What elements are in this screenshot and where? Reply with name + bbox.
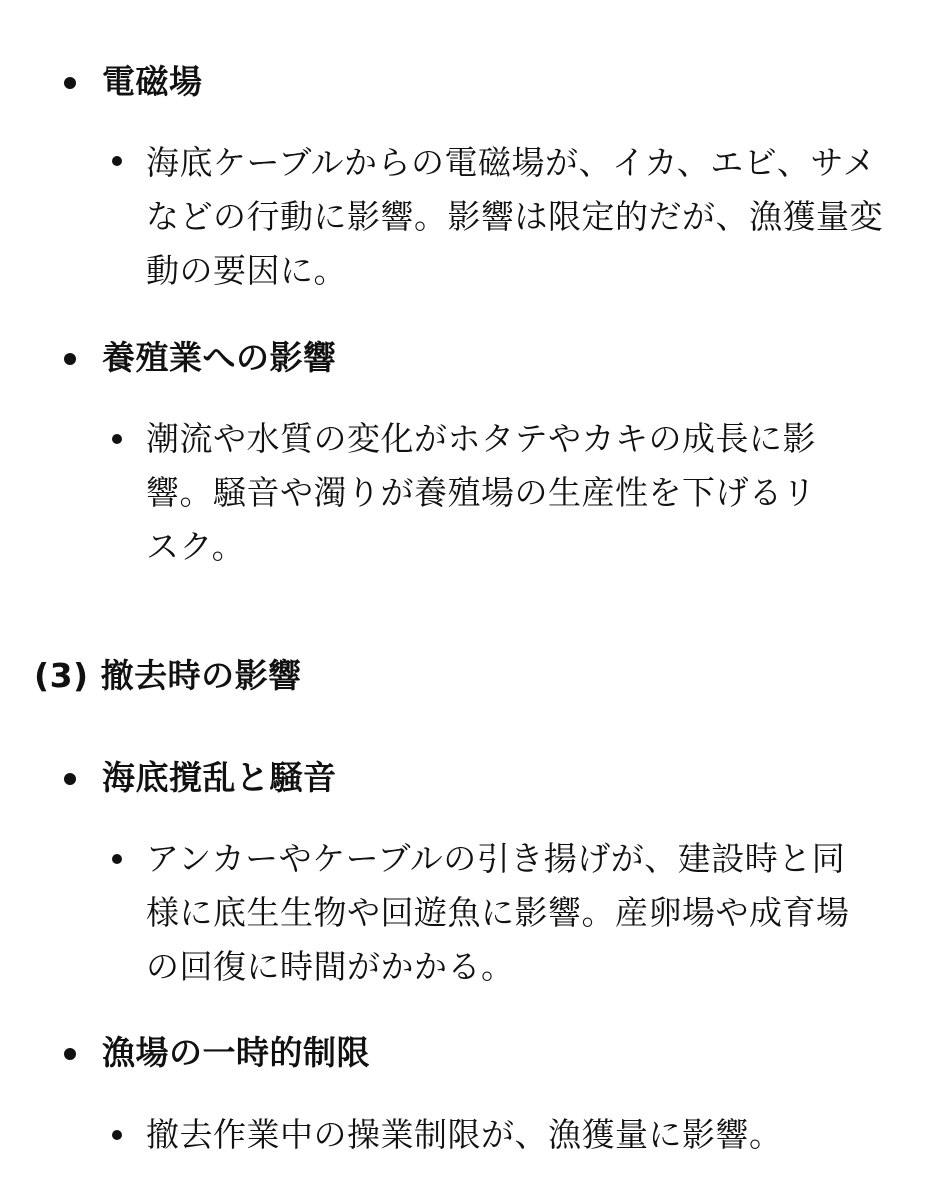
item-detail-fishing-restriction: 撤去作業中の操業制限が、漁獲量に影響。 (146, 1115, 783, 1154)
item-heading-aquaculture: 養殖業への影響 (102, 338, 337, 377)
sub-bullet-dot (112, 156, 122, 166)
sub-bullet-dot (112, 434, 122, 444)
item-heading-seabed-disturbance: 海底撹乱と騒音 (102, 758, 337, 797)
bullet-dot (64, 77, 76, 89)
sub-bullet-dot (112, 1130, 122, 1140)
item-detail-electromagnetic: 海底ケーブルからの電磁場が、イカ、エビ、サメなどの行動に影響。影響は限定的だが、漁獲量変動の要因に。 (146, 143, 883, 290)
bullet-dot (64, 1048, 76, 1060)
item-detail-seabed-disturbance: アンカーやケーブルの引き揚げが、建設時と同様に底生生物や回遊魚に影響。産卵場や成育場の回復に時間がかかる。 (146, 839, 850, 986)
item-heading-fishing-restriction: 漁場の一時的制限 (102, 1033, 370, 1072)
section-title-removal: (3) 撤去時の影響 (34, 656, 302, 695)
item-detail-aquaculture: 潮流や水質の変化がホタテやカキの成長に影響。騒音や濁りが養殖場の生産性を下げるリスク。 (146, 419, 816, 566)
bullet-dot (64, 353, 76, 365)
bullet-dot (64, 773, 76, 785)
item-heading-electromagnetic: 電磁場 (102, 62, 203, 101)
sub-bullet-dot (112, 854, 122, 864)
